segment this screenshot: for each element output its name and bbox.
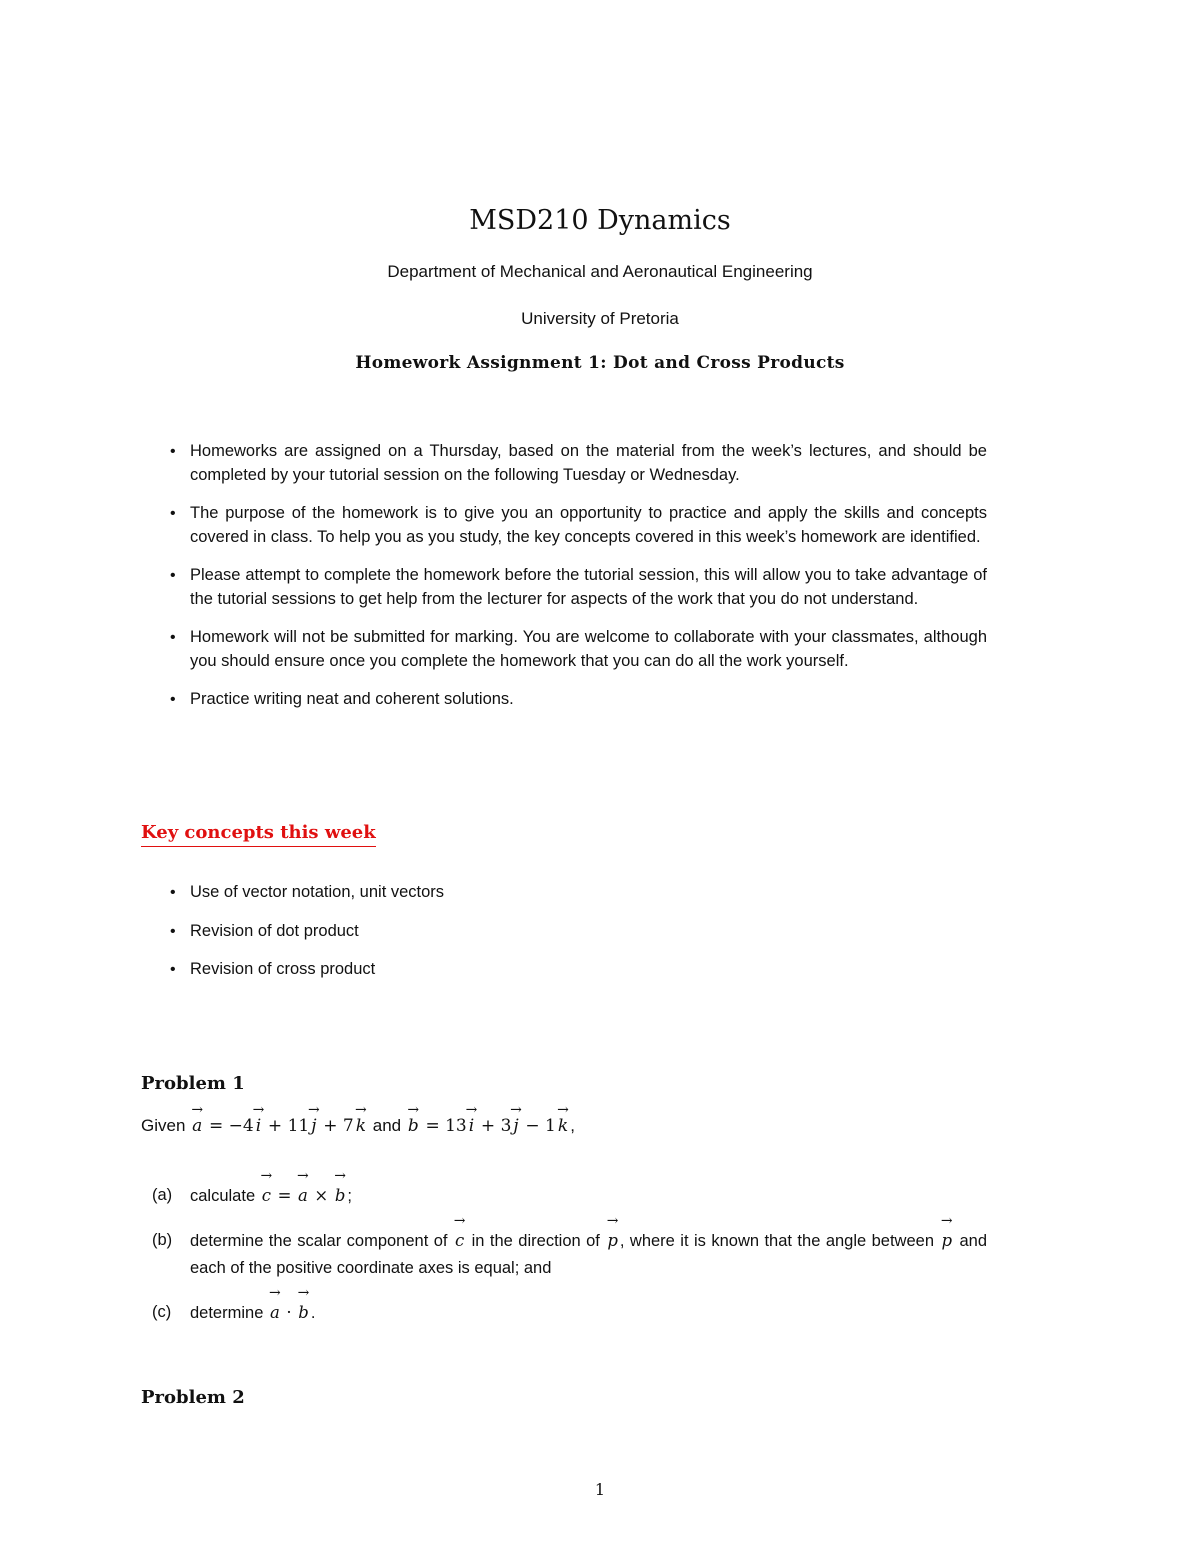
bullet-icon: • [170,884,176,901]
university-name: University of Pretoria [521,309,679,328]
list-item: • Use of vector notation, unit vectors [190,881,987,905]
assignment-title: Homework Assignment 1: Dot and Cross Products [355,353,845,373]
bullet-icon: • [170,922,176,940]
vector-a: → a [296,1182,310,1209]
list-item: • Revision of cross product [190,958,987,982]
problem-1-part-c: (c) determine → a · → b . [152,1299,987,1327]
list-item: • The purpose of the homework is to give you an opportunity to practice and apply the skills and concepts covered in class. To help you as you study, the key concepts covered in this week’s homework are identified. [170,504,987,546]
key-concepts-list [170,881,987,997]
part-label: (b) [152,1231,173,1249]
problem-1-part-a: (a) calculate → c = → a × → b ; [152,1182,987,1210]
unit-vector-i: → i [467,1116,476,1136]
list-item: • Revision of dot product [190,920,987,944]
bullet-icon: • [170,443,176,460]
vector-c: → c [260,1182,273,1209]
bullet-icon: • [170,961,176,978]
problem-2-heading: Problem 2 [141,1387,245,1408]
department-name: Department of Mechanical and Aeronautical Engineering [387,262,813,281]
vector-a: → a [190,1116,204,1136]
list-item: • Practice writing neat and coherent solutions. [190,688,987,712]
unit-vector-k: → k [556,1116,570,1136]
unit-vector-k: → k [354,1116,368,1136]
bullet-icon: • [170,629,176,646]
vector-p: → p [939,1227,954,1254]
vector-b: → b [406,1116,421,1136]
problem-1-heading: Problem 1 [141,1073,245,1094]
page-number: 1 [594,1480,606,1499]
bullet-icon: • [170,567,176,584]
vector-c: → c [453,1227,466,1254]
problem-1-part-b: (b) determine the scalar component of → c in the direction of → p , where it is known that the angle between → p and each of the positive coordinate axes is equal; and [152,1227,987,1282]
vector-b: → b [333,1182,348,1209]
list-item: • Please attempt to complete the homework before the tutorial session, this will allow you to take advantage of the tutorial sessions to get help from the lecturer for aspects of the work that you do not understand. [170,566,987,608]
key-concepts-heading: Key concepts this week [141,822,376,847]
intro-bullet-list [170,440,987,727]
part-label: (c) [152,1303,172,1321]
bullet-icon: • [170,505,176,522]
vector-b: → b [296,1299,311,1326]
bullet-icon: • [170,691,176,708]
unit-vector-i: → i [254,1116,263,1136]
document-title: MSD210 Dynamics [469,205,731,236]
problem-1-given: Given → a = −4→ i + 11→ j + 7→ k and → b = 13→ i + 3→ j − 1→ k , [141,1116,575,1136]
unit-vector-j: → j [511,1116,520,1136]
list-item: • Homework will not be submitted for marking. You are welcome to collaborate with your classmates, although you should ensure once you complete the homework that you can do all the work yourself. [170,628,987,670]
part-label: (a) [152,1186,173,1204]
unit-vector-j: → j [309,1116,318,1136]
vector-p: → p [605,1227,620,1254]
list-item: • Homeworks are assigned on a Thursday, based on the material from the week’s lectures, and should be completed by your tutorial session on the following Tuesday or Wednesday. [170,442,987,484]
vector-a: → a [268,1299,282,1326]
